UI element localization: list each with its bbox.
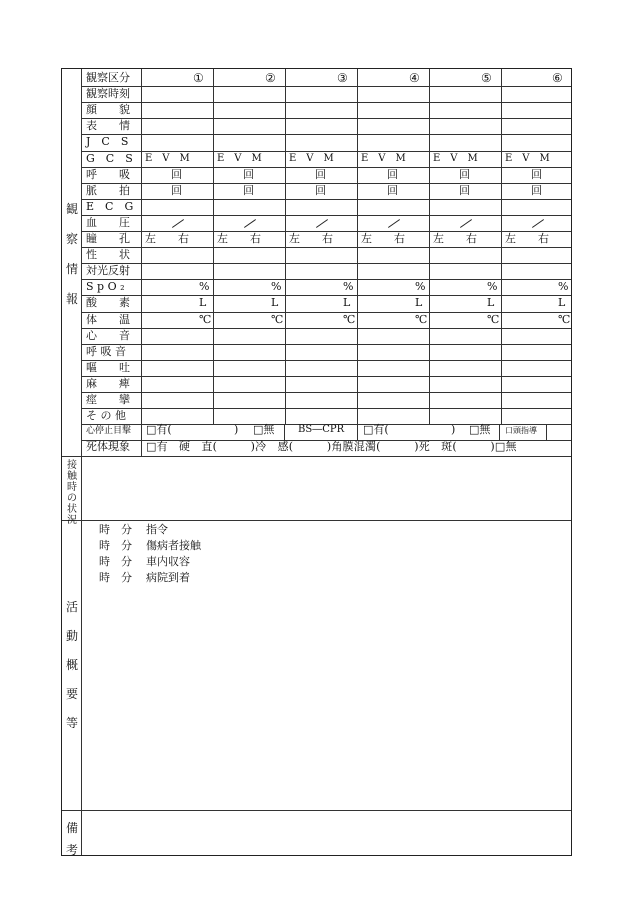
observation-cell[interactable] — [507, 263, 576, 277]
row-label: 観察時刻 — [86, 87, 130, 101]
observation-cell[interactable] — [507, 102, 576, 116]
observation-cell[interactable]: L — [415, 296, 423, 310]
observation-cell[interactable] — [147, 408, 217, 422]
observation-cell[interactable]: E V M — [289, 152, 334, 164]
cardiac-yes-checkbox[interactable]: □有( — [146, 423, 172, 436]
observation-cell[interactable] — [147, 118, 217, 132]
observation-cell[interactable] — [291, 247, 361, 261]
cardiac-arrest-label: 心停止目撃 — [86, 426, 132, 436]
observation-cell[interactable] — [219, 408, 289, 422]
observation-cell[interactable] — [219, 263, 289, 277]
observation-cell[interactable] — [435, 408, 505, 422]
observation-cell[interactable] — [147, 344, 217, 358]
death-signs-options[interactable]: □有 硬 直( )冷 感( )角膜混濁( )死 斑( )□無 — [146, 440, 517, 453]
activity-item: 時 分 指令 — [99, 523, 168, 536]
observation-cell[interactable]: ℃ — [271, 312, 284, 326]
table-row-line — [82, 279, 571, 280]
observation-cell[interactable]: ℃ — [558, 312, 571, 326]
observation-cell[interactable]: 左 右 — [361, 232, 405, 245]
observation-cell[interactable]: L — [199, 296, 207, 310]
observation-cell[interactable] — [147, 360, 217, 374]
observation-cell[interactable]: % — [343, 280, 354, 294]
observation-cell[interactable] — [147, 134, 217, 148]
observation-cell[interactable] — [219, 328, 289, 342]
blood-pressure-slash[interactable] — [316, 219, 328, 228]
observation-cell[interactable]: ℃ — [415, 312, 428, 326]
observation-cell[interactable] — [435, 247, 505, 261]
observation-cell[interactable] — [435, 102, 505, 116]
observation-cell[interactable] — [507, 328, 576, 342]
observation-cell[interactable] — [507, 134, 576, 148]
contact-status-field[interactable] — [82, 457, 571, 519]
observation-cell[interactable] — [507, 408, 576, 422]
observation-cell[interactable] — [147, 328, 217, 342]
observation-cell[interactable] — [291, 344, 361, 358]
blood-pressure-slash[interactable] — [388, 219, 400, 228]
row-label: G C S — [86, 151, 133, 165]
row-label: 嘔 吐 — [86, 360, 130, 374]
observation-cell[interactable]: 左 右 — [433, 232, 477, 245]
observation-cell[interactable] — [363, 134, 433, 148]
observation-cell[interactable] — [219, 344, 289, 358]
observation-cell[interactable]: L — [487, 296, 495, 310]
observation-cell[interactable]: 左 右 — [289, 232, 333, 245]
observation-cell[interactable]: 回 — [531, 167, 542, 181]
remarks-section-label: 備 考 — [65, 821, 78, 857]
observation-cell[interactable]: 回 — [459, 167, 470, 181]
row-label: 表 情 — [86, 119, 130, 133]
activity-item: 時 分 傷病者接触 — [99, 539, 201, 552]
blood-pressure-slash[interactable] — [532, 219, 544, 228]
cardiac-row-divider — [546, 425, 547, 441]
observation-cell[interactable]: 回 — [459, 183, 470, 197]
observation-cell[interactable] — [507, 360, 576, 374]
activity-item: 時 分 車内収容 — [99, 555, 190, 568]
observation-cell[interactable]: E V M — [361, 152, 406, 164]
observation-section-label: 観 察 情 報 — [65, 202, 78, 306]
observation-cell[interactable]: ℃ — [487, 312, 500, 326]
observation-cell[interactable] — [291, 102, 361, 116]
observation-cell[interactable] — [147, 102, 217, 116]
observation-cell[interactable]: 回 — [171, 183, 182, 197]
observation-cell[interactable] — [147, 199, 217, 213]
observation-cell[interactable]: 回 — [387, 167, 398, 181]
column-number: ① — [193, 71, 204, 85]
row-label: 麻 痺 — [86, 376, 130, 390]
observation-cell[interactable]: % — [487, 280, 498, 294]
observation-cell[interactable]: 左 右 — [505, 232, 549, 245]
observation-cell[interactable] — [507, 392, 576, 406]
observation-cell[interactable] — [507, 247, 576, 261]
row-label: そ の 他 — [86, 409, 126, 423]
blood-pressure-slash[interactable] — [172, 219, 184, 228]
observation-cell[interactable] — [219, 134, 289, 148]
observation-cell[interactable] — [363, 360, 433, 374]
row-label: 血 圧 — [86, 215, 130, 229]
observation-cell[interactable]: 回 — [531, 183, 542, 197]
observation-cell[interactable] — [507, 86, 576, 100]
observation-cell[interactable] — [219, 247, 289, 261]
observation-cell[interactable] — [291, 118, 361, 132]
observation-cell[interactable]: % — [558, 280, 569, 294]
observation-cell[interactable] — [363, 328, 433, 342]
observation-cell[interactable] — [435, 392, 505, 406]
observation-cell[interactable]: 回 — [315, 167, 326, 181]
observation-cell[interactable]: 回 — [387, 183, 398, 197]
column-number: ⑤ — [481, 71, 492, 85]
row-label: 瞳 孔 — [86, 232, 130, 245]
observation-cell[interactable] — [435, 344, 505, 358]
observation-cell[interactable] — [507, 376, 576, 390]
row-label: S p O ₂ — [86, 280, 125, 294]
row-label: 対光反射 — [86, 264, 130, 278]
observation-cell[interactable]: 回 — [171, 167, 182, 181]
blood-pressure-slash[interactable] — [244, 219, 256, 228]
observation-cell[interactable]: L — [558, 296, 566, 310]
observation-cell[interactable] — [507, 344, 576, 358]
remarks-field[interactable] — [82, 811, 571, 855]
observation-cell[interactable]: E V M — [433, 152, 478, 164]
bs-cpr-label: BS―CPR — [298, 424, 345, 435]
observation-cell[interactable] — [291, 263, 361, 277]
oral-guidance-checkbox[interactable]: 口頭指導 — [505, 426, 537, 435]
observation-cell[interactable] — [363, 86, 433, 100]
observation-cell[interactable]: 回 — [315, 183, 326, 197]
observation-cell[interactable] — [291, 328, 361, 342]
observation-cell[interactable] — [435, 199, 505, 213]
column-number: ④ — [409, 71, 420, 85]
death-signs-label: 死体現象 — [86, 440, 130, 453]
observation-cell[interactable] — [291, 199, 361, 213]
observation-cell[interactable]: E V M — [217, 152, 262, 164]
observation-cell[interactable]: L — [271, 296, 279, 310]
observation-cell[interactable] — [219, 199, 289, 213]
observation-cell[interactable]: L — [343, 296, 351, 310]
column-number: ⑥ — [552, 71, 563, 85]
activity-section-label: 活 動 概 要 等 — [65, 600, 78, 730]
row-label: 呼 吸 — [86, 167, 130, 181]
cardiac-yes-close: ) — [234, 423, 239, 436]
observation-cell[interactable] — [435, 328, 505, 342]
table-header-label: 観察区分 — [86, 71, 130, 84]
table-row-line — [82, 295, 571, 296]
observation-cell[interactable] — [291, 86, 361, 100]
observation-cell[interactable]: ℃ — [343, 312, 356, 326]
observation-cell[interactable] — [363, 344, 433, 358]
observation-cell[interactable] — [435, 376, 505, 390]
observation-cell[interactable] — [219, 360, 289, 374]
observation-cell[interactable] — [219, 376, 289, 390]
activity-item: 時 分 病院到着 — [99, 571, 190, 584]
section-divider-activity — [62, 520, 571, 521]
observation-cell[interactable] — [363, 247, 433, 261]
observation-cell[interactable] — [147, 86, 217, 100]
table-row-line — [82, 215, 571, 216]
observation-cell[interactable] — [219, 86, 289, 100]
row-label: 心 音 — [86, 328, 130, 342]
observation-cell[interactable] — [507, 199, 576, 213]
row-label: 性 状 — [86, 248, 130, 262]
observation-cell[interactable]: 回 — [243, 183, 254, 197]
observation-cell[interactable] — [291, 134, 361, 148]
observation-cell[interactable]: % — [415, 280, 426, 294]
observation-cell[interactable] — [363, 263, 433, 277]
observation-cell[interactable]: 左 右 — [217, 232, 261, 245]
observation-cell[interactable] — [507, 118, 576, 132]
observation-cell[interactable] — [363, 102, 433, 116]
column-number: ② — [265, 71, 276, 85]
row-label: 痙 攣 — [86, 393, 130, 406]
bs-cpr-no-checkbox[interactable]: □無 — [469, 423, 491, 436]
row-label: 体 温 — [86, 312, 130, 326]
row-label: 脈 拍 — [86, 183, 130, 197]
observation-cell[interactable]: % — [271, 280, 282, 294]
observation-cell[interactable] — [363, 199, 433, 213]
activity-summary — [99, 522, 201, 586]
row-label: E C G — [86, 199, 134, 213]
row-label: 酸 素 — [86, 296, 130, 310]
observation-cell[interactable] — [435, 134, 505, 148]
observation-cell[interactable] — [147, 247, 217, 261]
observation-cell[interactable]: 左 右 — [145, 232, 189, 245]
bs-cpr-yes-close: ) — [451, 423, 456, 436]
observation-cell[interactable] — [363, 392, 433, 406]
observation-cell[interactable]: E V M — [145, 152, 190, 164]
observation-cell[interactable] — [219, 392, 289, 406]
observation-cell[interactable] — [219, 102, 289, 116]
bs-cpr-yes-checkbox[interactable]: □有( — [363, 423, 389, 436]
ambulance-report-form — [61, 68, 572, 856]
column-number: ③ — [337, 71, 348, 85]
blood-pressure-slash[interactable] — [460, 219, 472, 228]
table-row-line — [82, 183, 571, 184]
observation-cell[interactable] — [219, 118, 289, 132]
row-label: J C S — [86, 135, 129, 149]
observation-cell[interactable] — [291, 376, 361, 390]
row-label: 顔 貌 — [86, 103, 130, 117]
table-row-line — [82, 167, 571, 168]
observation-cell[interactable]: 回 — [243, 167, 254, 181]
observation-cell[interactable] — [363, 376, 433, 390]
observation-cell[interactable]: E V M — [505, 152, 550, 164]
observation-cell[interactable] — [363, 408, 433, 422]
observation-cell[interactable] — [435, 263, 505, 277]
observation-cell[interactable] — [147, 376, 217, 390]
observation-cell[interactable] — [363, 118, 433, 132]
row-label: 呼 吸 音 — [86, 344, 126, 358]
observation-cell[interactable] — [291, 408, 361, 422]
observation-cell[interactable]: % — [199, 280, 210, 294]
observation-cell[interactable] — [291, 360, 361, 374]
observation-cell[interactable] — [435, 118, 505, 132]
observation-cell[interactable] — [291, 392, 361, 406]
observation-cell[interactable] — [435, 360, 505, 374]
contact-section-label: 接触時の状況 — [67, 460, 77, 526]
observation-cell[interactable] — [435, 86, 505, 100]
observation-cell[interactable] — [147, 392, 217, 406]
observation-cell[interactable] — [147, 263, 217, 277]
cardiac-no-checkbox[interactable]: □無 — [253, 423, 275, 436]
observation-cell[interactable]: ℃ — [199, 312, 212, 326]
